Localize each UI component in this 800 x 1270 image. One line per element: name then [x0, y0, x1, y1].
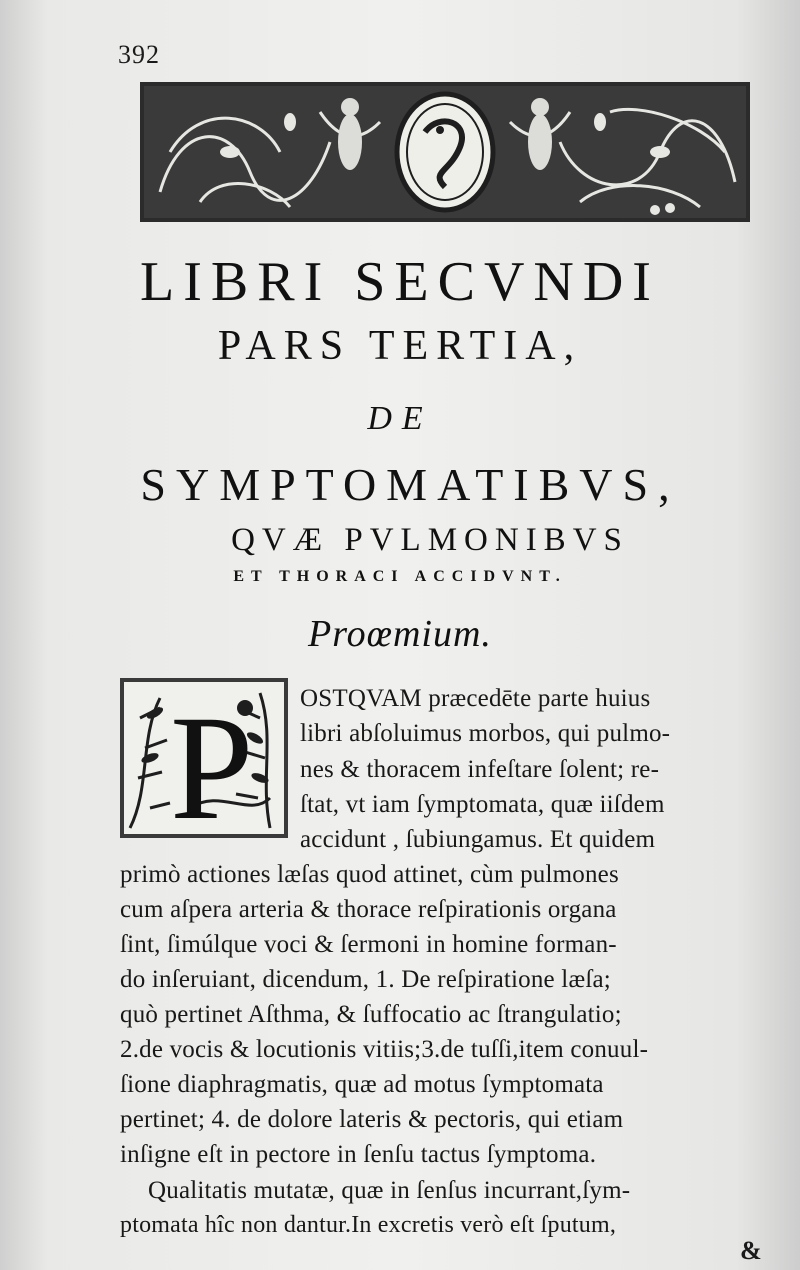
- body-line-11: 2.de vocis & locutionis vitiis;3.de tuſſi,item conuul-: [120, 1036, 649, 1063]
- page-number: 392: [118, 40, 160, 69]
- body-line-10: quò pertinet Aſthma, & ſuffocatio ac ſtrangulatio;: [120, 1001, 622, 1028]
- title-line-4: SYMPTOMATIBVS,: [140, 459, 680, 510]
- body-line-5: accidunt , ſubiungamus. Et quidem: [300, 826, 656, 853]
- title-line-1: LIBRI SECVNDI: [140, 251, 660, 313]
- title-line-5: QVÆ PVLMONIBVS: [231, 522, 629, 558]
- body-line-6: primò actiones læſas quod attinet, cùm pulmones: [120, 861, 619, 888]
- body-line-14: inſigne eſt in pectore in ſenſu tactus ſymptoma.: [120, 1141, 597, 1168]
- body-line-13: pertinet; 4. de dolore lateris & pectoris, qui etiam: [120, 1106, 624, 1133]
- body-line-16: ptomata hîc non dantur.In excretis verò eſt ſputum,: [120, 1212, 617, 1238]
- section-heading: Proœmium.: [308, 613, 492, 655]
- title-line-3: DE: [367, 400, 433, 437]
- body-line-8: ſint, ſimúlque voci & ſermoni in homine forman-: [120, 931, 617, 958]
- body-line-3: nes & thoracem infeſtare ſolent; re-: [300, 756, 660, 783]
- decorated-initial: [120, 678, 288, 838]
- body-line-4: ſtat, vt iam ſymptomata, quæ iiſdem: [300, 791, 665, 818]
- title-line-2: PARS TERTIA,: [217, 323, 583, 369]
- body-line-2: libri abſoluimus morbos, qui pulmo-: [300, 720, 671, 747]
- body-line-15: Qualitatis mutatæ, quæ in ſenſus incurrant,ſym-: [148, 1177, 631, 1204]
- catchword: &: [740, 1236, 762, 1265]
- body-line-7: cum aſpera arteria & thorace reſpirationis organa: [120, 896, 617, 923]
- title-line-6: ET THORACI ACCIDVNT.: [233, 568, 567, 585]
- body-line-12: ſione diaphragmatis, quæ ad motus ſymptomata: [120, 1071, 604, 1098]
- body-line-9: do inſeruiant, dicendum, 1. De reſpiratione læſa;: [120, 966, 611, 993]
- ornamental-headpiece: [140, 82, 750, 222]
- initial-letter: P: [170, 685, 254, 838]
- body-line-1: OSTQVAM præcedēte parte huius: [300, 685, 651, 712]
